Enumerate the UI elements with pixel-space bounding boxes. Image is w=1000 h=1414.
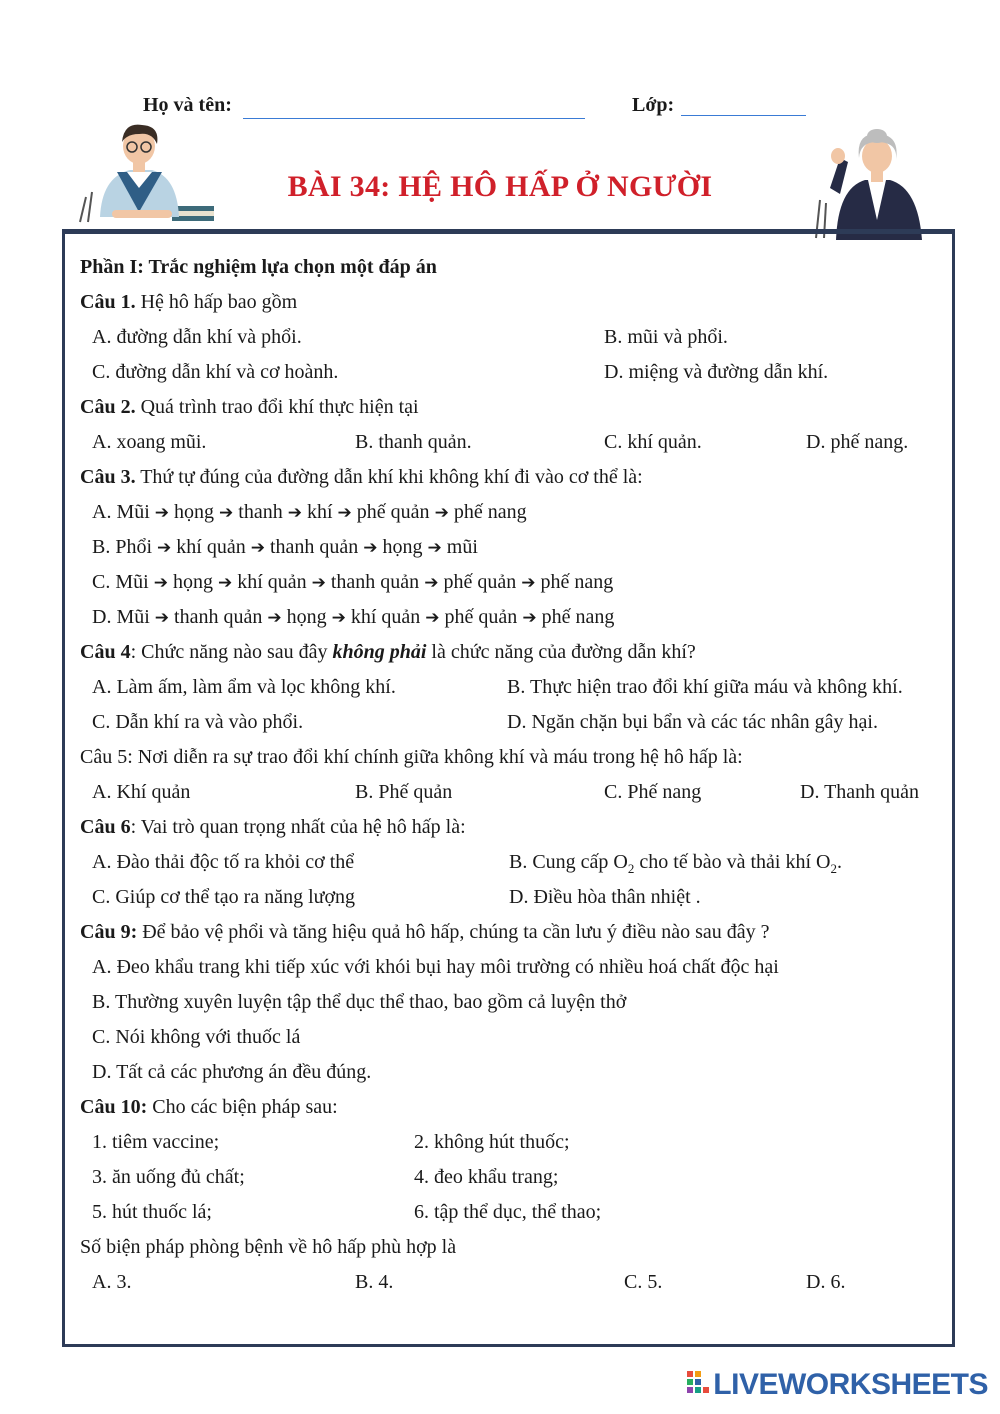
arrow-right-icon: ➔ — [424, 573, 439, 593]
question-1-number: Câu 1. — [80, 291, 136, 313]
q1-option-c[interactable]: C. đường dẫn khí và cơ hoành. — [92, 361, 339, 383]
q3b-step: thanh quản — [269, 536, 359, 558]
arrow-right-icon: ➔ — [311, 573, 326, 593]
q3a-step: khí — [306, 501, 333, 523]
q6b-subscript: 2 — [627, 861, 635, 876]
arrow-right-icon: ➔ — [287, 503, 302, 523]
arrow-right-icon: ➔ — [219, 503, 234, 523]
class-field[interactable] — [681, 115, 806, 116]
q4-option-d[interactable]: D. Ngăn chặn bụi bẩn và các tác nhân gây hại. — [507, 711, 878, 733]
arrow-right-icon: ➔ — [427, 538, 442, 558]
brand-text: LIVEWORKSHEETS — [713, 1368, 988, 1401]
q5-option-a[interactable]: A. Khí quản — [92, 781, 191, 803]
question-2-number: Câu 2. — [80, 396, 136, 418]
name-field[interactable] — [243, 118, 585, 119]
q3c-step: phế quản — [443, 571, 517, 593]
question-2 — [80, 396, 419, 419]
q2-option-d[interactable]: D. phế nang. — [806, 431, 909, 453]
question-3-text: Thứ tự đúng của đường dẫn khí khi không khí đi vào cơ thể là: — [135, 466, 643, 488]
q6b-text: B. Cung cấp O — [509, 851, 628, 873]
question-4-text-end: là chức năng của đường dẫn khí? — [426, 641, 696, 663]
question-10-number: Câu 10: — [80, 1096, 148, 1118]
section-heading: Phần I: Trắc nghiệm lựa chọn một đáp án — [80, 256, 437, 278]
q3d-step: phế quản — [444, 606, 518, 628]
q3b-step: B. Phổi — [92, 536, 153, 558]
measure-1: 1. tiêm vaccine; — [92, 1131, 220, 1153]
question-6-number: Câu 6 — [80, 816, 131, 838]
q3d-step: khí quản — [350, 606, 421, 628]
q3b-step: khí quản — [176, 536, 246, 558]
question-9-number: Câu 9: — [80, 921, 138, 943]
q6-option-b[interactable] — [509, 851, 842, 877]
q3-option-c[interactable] — [92, 571, 613, 594]
measure-3: 3. ăn uống đủ chất; — [92, 1166, 245, 1188]
liveworksheets-logo — [687, 1368, 988, 1402]
q2-option-b[interactable]: B. thanh quản. — [355, 431, 472, 453]
arrow-right-icon: ➔ — [337, 503, 352, 523]
q2-option-c[interactable]: C. khí quản. — [604, 431, 702, 453]
q3c-step: họng — [172, 571, 213, 593]
question-6-text: : Vai trò quan trọng nhất của hệ hô hấp là: — [130, 816, 466, 838]
name-label-text: Họ và tên: — [143, 94, 232, 116]
arrow-right-icon: ➔ — [267, 608, 282, 628]
q3a-step: phế nang — [453, 501, 527, 523]
question-6 — [80, 816, 466, 839]
q1-option-d[interactable]: D. miệng và đường dẫn khí. — [604, 361, 829, 383]
question-9-text: Để bảo vệ phổi và tăng hiệu quả hô hấp, chúng ta cần lưu ý điều nào sau đây ? — [137, 921, 770, 943]
question-5: Câu 5: Nơi diễn ra sự trao đổi khí chính giữa không khí và máu trong hệ hô hấp là: — [80, 746, 743, 768]
question-9 — [80, 921, 770, 944]
q3-option-b[interactable] — [92, 536, 478, 559]
q6b-text-end: . — [836, 851, 842, 873]
q9-option-c[interactable]: C. Nói không với thuốc lá — [92, 1026, 301, 1048]
class-label-text: Lớp: — [632, 94, 675, 116]
q9-option-d[interactable]: D. Tất cả các phương án đều đúng. — [92, 1061, 372, 1083]
q3d-step: họng — [286, 606, 327, 628]
q3d-step: D. Mũi — [92, 606, 150, 628]
q1-option-b[interactable]: B. mũi và phổi. — [604, 326, 728, 348]
measure-6: 6. tập thể dục, thể thao; — [414, 1201, 602, 1223]
question-4-text: : Chức năng nào sau đây — [130, 641, 333, 663]
question-1 — [80, 291, 297, 314]
question-3 — [80, 466, 643, 489]
arrow-right-icon: ➔ — [154, 503, 170, 523]
q4-option-b[interactable]: B. Thực hiện trao đổi khí giữa máu và không khí. — [507, 676, 903, 698]
q3c-step: khí quản — [237, 571, 307, 593]
question-10-text: Cho các biện pháp sau: — [147, 1096, 338, 1118]
q10-option-b[interactable]: B. 4. — [355, 1271, 394, 1293]
question-4-number: Câu 4 — [80, 641, 131, 663]
q9-option-b[interactable]: B. Thường xuyên luyện tập thể dục thể thao, bao gồm cả luyện thở — [92, 991, 627, 1013]
question-4 — [80, 641, 696, 664]
q3a-step: phế quản — [356, 501, 430, 523]
q5-option-b[interactable]: B. Phế quản — [355, 781, 453, 803]
q4-option-a[interactable]: A. Làm ấm, làm ẩm và lọc không khí. — [92, 676, 396, 698]
q9-option-a[interactable]: A. Đeo khẩu trang khi tiếp xúc với khói bụi hay môi trường có nhiều hoá chất độc hại — [92, 956, 779, 978]
q5-option-d[interactable]: D. Thanh quản — [800, 781, 920, 803]
q4-option-c[interactable]: C. Dẫn khí ra và vào phổi. — [92, 711, 304, 733]
question-10 — [80, 1096, 338, 1119]
q3c-step: thanh quản — [330, 571, 420, 593]
measure-4: 4. đeo khẩu trang; — [414, 1166, 559, 1188]
q6b-text-mid: cho tế bào và thải khí O — [634, 851, 831, 873]
q3c-step: C. Mũi — [92, 571, 149, 593]
q10-option-d[interactable]: D. 6. — [806, 1271, 846, 1293]
arrow-right-icon: ➔ — [522, 608, 537, 628]
q3a-step: A. Mũi — [92, 501, 150, 523]
arrow-right-icon: ➔ — [157, 538, 172, 558]
q5-option-c[interactable]: C. Phế nang — [604, 781, 702, 803]
q6-option-c[interactable]: C. Giúp cơ thể tạo ra năng lượng — [92, 886, 356, 908]
q1-option-a[interactable]: A. đường dẫn khí và phổi. — [92, 326, 302, 348]
arrow-right-icon: ➔ — [217, 573, 233, 593]
q6-option-d[interactable]: D. Điều hòa thân nhiệt . — [509, 886, 701, 908]
q3d-step: phế nang — [541, 606, 615, 628]
q3c-step: phế nang — [540, 571, 614, 593]
q3b-step: họng — [382, 536, 423, 558]
q10-option-a[interactable]: A. 3. — [92, 1271, 132, 1293]
q3a-step: thanh — [238, 501, 283, 523]
q6b-subscript: 2 — [830, 861, 837, 876]
arrow-right-icon: ➔ — [153, 573, 168, 593]
q6-option-a[interactable]: A. Đào thải độc tố ra khỏi cơ thể — [92, 851, 355, 873]
arrow-right-icon: ➔ — [434, 503, 449, 523]
measure-5: 5. hút thuốc lá; — [92, 1201, 212, 1223]
question-10-prompt: Số biện pháp phòng bệnh về hô hấp phù hợp là — [80, 1236, 457, 1258]
q2-option-a[interactable]: A. xoang mũi. — [92, 431, 207, 453]
arrow-right-icon: ➔ — [250, 538, 265, 558]
question-3-number: Câu 3. — [80, 466, 136, 488]
arrow-right-icon: ➔ — [331, 608, 346, 628]
q3-option-a[interactable] — [92, 501, 527, 524]
question-2-text: Quá trình trao đổi khí thực hiện tại — [135, 396, 419, 418]
q3b-step: mũi — [446, 536, 478, 558]
arrow-right-icon: ➔ — [521, 573, 536, 593]
arrow-right-icon: ➔ — [363, 538, 378, 558]
q10-option-c[interactable]: C. 5. — [624, 1271, 663, 1293]
page-title: BÀI 34: HỆ HÔ HẤP Ở NGƯỜI — [287, 170, 713, 203]
question-1-text: Hệ hô hấp bao gồm — [135, 291, 298, 313]
arrow-right-icon: ➔ — [425, 608, 440, 628]
question-4-emphasis: không phải — [332, 641, 427, 663]
q3-option-d[interactable] — [92, 606, 614, 629]
arrow-right-icon: ➔ — [154, 608, 170, 628]
liveworksheets-logo-icon — [687, 1371, 709, 1397]
q3d-step: thanh quản — [174, 606, 263, 628]
q3a-step: họng — [174, 501, 215, 523]
measure-2: 2. không hút thuốc; — [414, 1131, 570, 1153]
